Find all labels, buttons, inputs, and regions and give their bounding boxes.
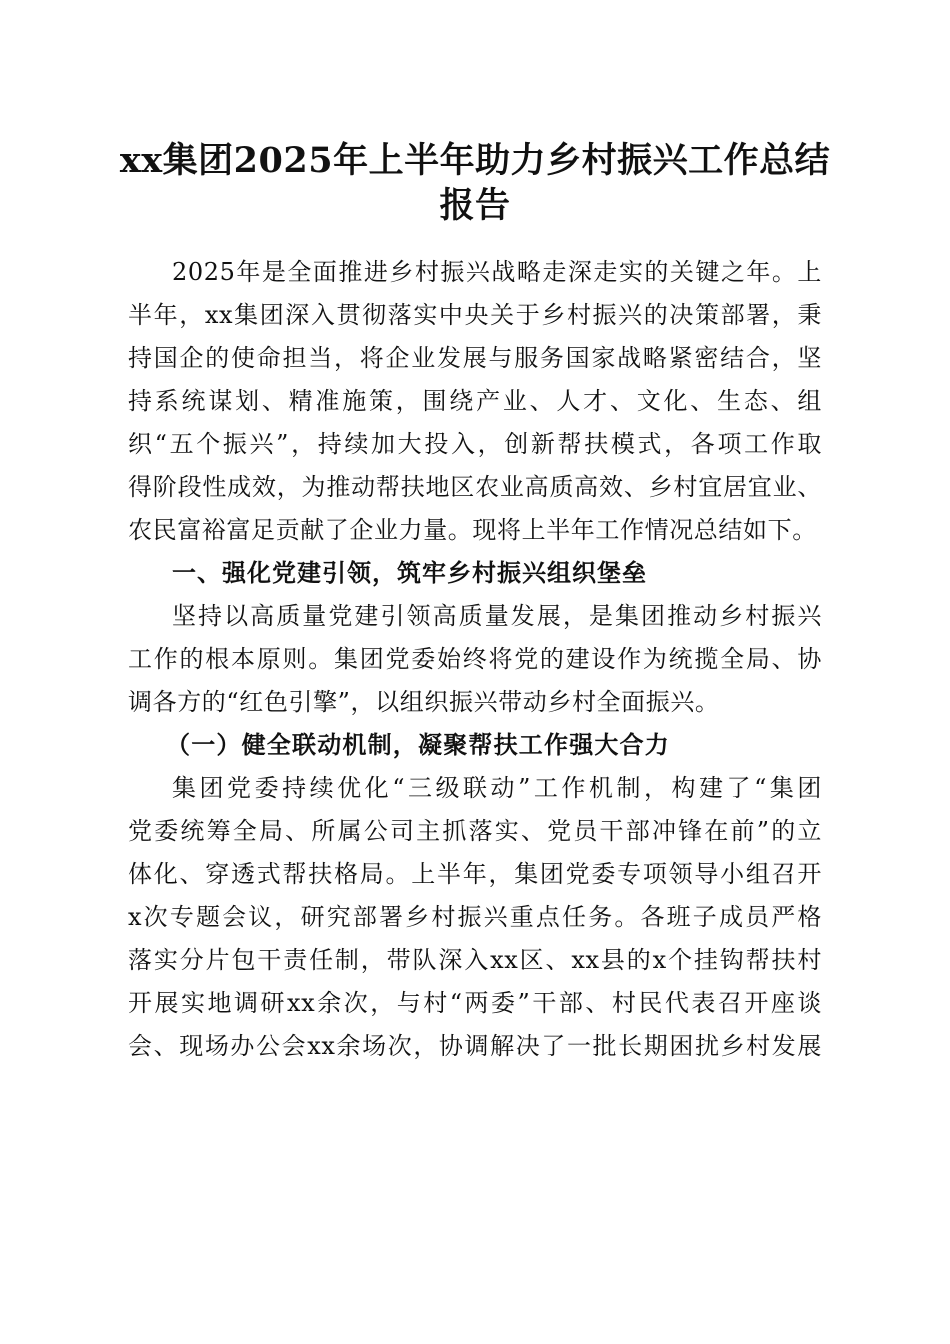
section-1-paragraph-line: 坚持以高质量党建引领高质量发展，是集团推动乡村振兴 <box>172 602 822 630</box>
section-1-paragraph-line: 调各方的“红色引擎”，以组织振兴带动乡村全面振兴。 <box>128 688 720 716</box>
section-heading-1: 一、强化党建引领，筑牢乡村振兴组织堡垒 <box>172 559 647 587</box>
section-1-paragraph-line: 工作的根本原则。集团党委始终将党的建设作为统揽全局、协 <box>128 645 822 673</box>
intro-paragraph-line: 持国企的使命担当，将企业发展与服务国家战略紧密结合，坚 <box>128 344 822 372</box>
subsection-1-paragraph-line: x次专题会议，研究部署乡村振兴重点任务。各班子成员严格 <box>128 903 822 931</box>
intro-paragraph-line: 织“五个振兴”，持续加大投入，创新帮扶模式，各项工作取 <box>128 430 822 458</box>
subsection-1-paragraph-line: 集团党委持续优化“三级联动”工作机制，构建了“集团 <box>172 774 822 802</box>
intro-paragraph-line: 2025年是全面推进乡村振兴战略走深走实的关键之年。上 <box>172 258 822 286</box>
document-title-line-2: 报告 <box>439 185 511 226</box>
intro-paragraph-line: 持系统谋划、精准施策，围绕产业、人才、文化、生态、组 <box>128 387 822 415</box>
document-title-line-1: xx集团2025年上半年助力乡村振兴工作总结 <box>119 140 831 181</box>
intro-paragraph-line: 得阶段性成效，为推动帮扶地区农业高质高效、乡村宜居宜业、 <box>128 473 822 501</box>
subsection-1-paragraph-line: 落实分片包干责任制，带队深入xx区、xx县的x个挂钩帮扶村 <box>128 946 822 974</box>
subsection-heading-1: （一）健全联动机制，凝聚帮扶工作强大合力 <box>166 730 670 759</box>
subsection-1-paragraph-line: 开展实地调研xx余次，与村“两委”干部、村民代表召开座谈 <box>128 989 822 1017</box>
subsection-1-paragraph-line: 党委统筹全局、所属公司主抓落实、党员干部冲锋在前”的立 <box>128 817 822 845</box>
subsection-1-paragraph-line: 体化、穿透式帮扶格局。上半年，集团党委专项领导小组召开 <box>128 860 822 888</box>
intro-paragraph-line: 半年，xx集团深入贯彻落实中央关于乡村振兴的决策部署，秉 <box>128 301 822 329</box>
intro-paragraph-line: 农民富裕富足贡献了企业力量。现将上半年工作情况总结如下。 <box>128 516 817 544</box>
subsection-1-paragraph-line: 会、现场办公会xx余场次，协调解决了一批长期困扰乡村发展 <box>128 1032 822 1060</box>
